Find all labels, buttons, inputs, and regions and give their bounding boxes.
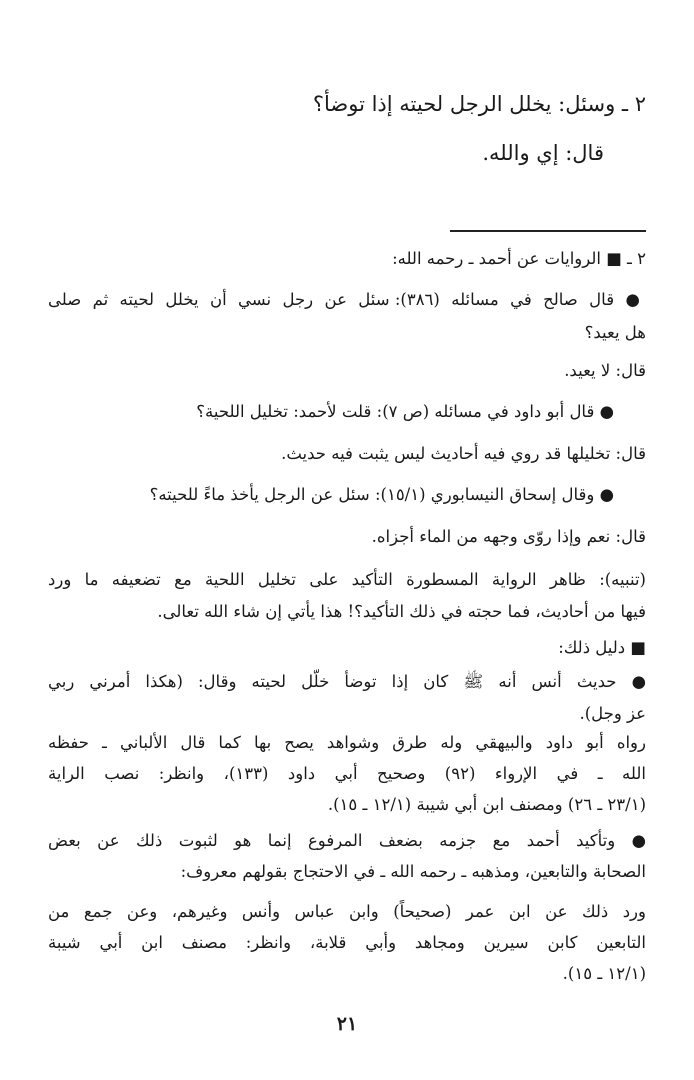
salih-question-line-1: ● قال صالح في مسائله (٣٨٦): سئل عن رجل نسي أن يخلل لحيته ثم صلى: [48, 290, 646, 309]
ishaq-answer: قال: نعم وإذا روّى وجهه من الماء أجزاه.: [371, 527, 646, 546]
dalil-heading: ■ دليل ذلك:: [558, 638, 646, 657]
takid-line-2: الصحابة والتابعين، ومذهبه ـ رحمه الله ـ في الاحتجاج بقولهم معروف:: [180, 862, 646, 881]
warad-line-2: التابعين كابن سيرين ومجاهد وأبي قلابة، وانظر: مصنف ابن أبي شيبة: [48, 933, 646, 952]
footnote-heading: ٢ ـ ■ الروايات عن أحمد ـ رحمه الله:: [392, 249, 646, 268]
tanbih-line-2: فيها من أحاديث، فما حجته في ذلك التأكيد؟! هذا يأتي إن شاء الله تعالى.: [157, 602, 646, 621]
answer-line: قال: إي والله.: [482, 141, 604, 165]
takid-line-1: ● وتأكيد أحمد مع جزمه بضعف المرفوع إنما هو لثبوت ذلك عن بعض: [48, 831, 646, 850]
takhrij-line-1: رواه أبو داود والبيهقي وله طرق وشواهد يصح بها كما قال الألباني ـ حفظه: [48, 733, 646, 752]
takhrij-line-2: الله ـ في الإرواء (٩٢) وصحيح أبي داود (١٣٣)، وانظر: نصب الراية: [48, 764, 646, 783]
salih-answer: قال: لا يعيد.: [564, 361, 646, 380]
warad-line-1: ورد ذلك عن ابن عمر (صحيحاً) وابن عباس وأنس وغيرهم، وعن جمع من: [48, 902, 646, 921]
abudawud-question: ● قال أبو داود في مسائله (ص ٧): قلت لأحمد: تخليل اللحية؟: [196, 402, 614, 421]
anas-hadith-line-1: ● حديث أنس أنه ﷺ كان إذا توضأ خلّل لحيته وقال: (هكذا أمرني ربي: [48, 672, 646, 691]
question-line: ٢ ـ وسئل: يخلل الرجل لحيته إذا توضأ؟: [312, 92, 646, 116]
footnote-separator: [450, 230, 646, 232]
warad-line-3: (١٢/١ ـ ١٥).: [562, 964, 646, 983]
takhrij-line-3: (٢٣/١ ـ ٢٦) ومصنف ابن أبي شيبة (١٢/١ ـ ١٥).: [327, 795, 646, 814]
abudawud-answer: قال: تخليلها قد روي فيه أحاديث ليس يثبت فيه حديث.: [281, 444, 646, 463]
ishaq-question: ● وقال إسحاق النيسابوري (١٥/١): سئل عن الرجل يأخذ ماءً للحيته؟: [149, 485, 614, 504]
page-number: ٢١: [336, 1013, 358, 1035]
salih-question-line-2: هل يعيد؟: [584, 323, 646, 342]
tanbih-line-1: (تنبيه): ظاهر الرواية المسطورة التأكيد على تخليل اللحية مع تضعيفه ما ورد: [48, 570, 646, 589]
anas-hadith-line-2: عز وجل).: [579, 704, 646, 723]
